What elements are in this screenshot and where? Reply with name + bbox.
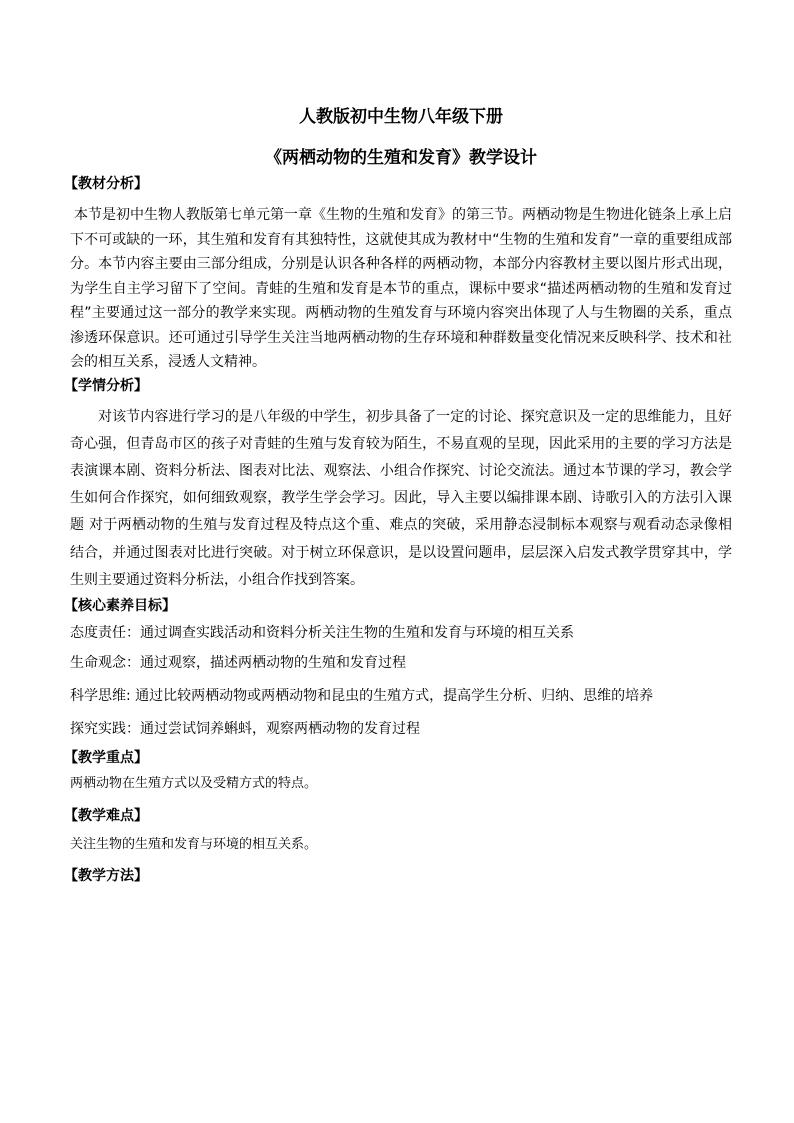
section-heading-key-points: 【教学重点】 xyxy=(64,749,148,766)
section-heading-methods: 【教学方法】 xyxy=(64,867,148,884)
section-heading-student-analysis: 【学情分析】 xyxy=(64,377,148,394)
section-heading-textbook-analysis: 【教材分析】 xyxy=(64,176,148,192)
section-heading-core-goals: 【核心素养目标】 xyxy=(64,597,176,614)
textbook-analysis-paragraph: 本节是初中生物人教版第七单元第一章《生物的生殖和发育》的第三节。两栖动物是生物进化链条上承上启下不可或缺的一环，其生殖和发育有其独特性，这就使其成为教材中“生物的生殖和发育”一章的重要组成部分。本节内容主要由三部分组成，分别是认识各种各样的两栖动物，本部分内容教材主要以图片形式出现，为学生自主学习留下了空间。青蛙的生殖和发育是本节的重点，课标中要求“描述两栖动物的生殖和发育过程”主要通过这一部分的教学来实现。两栖动物的生殖发育与环境内容突出体现了人与生物圈的关系，重点渗透环保意识。还可通过引导学生关注当地两栖动物的生存环境和种群数量变化情况来反映科学、技术和社会的相互关系，浸透人文精神。 xyxy=(70,207,732,370)
core-goal-life-concept: 生命观念：通过观察，描述两栖动物的生殖和发育过程 xyxy=(70,654,406,671)
document-title: 人教版初中生物八年级下册 xyxy=(299,107,503,127)
key-points-text: 两栖动物在生殖方式以及受精方式的特点。 xyxy=(70,775,318,791)
document-subtitle: 《两栖动物的生殖和发育》教学设计 xyxy=(265,148,537,168)
core-goal-inquiry-practice: 探究实践：通过尝试饲养蝌蚪，观察两栖动物的发育过程 xyxy=(70,720,420,737)
student-analysis-paragraph: 对该节内容进行学习的是八年级的中学生，初步具备了一定的讨论、探究意识及一定的思维能力，且好奇心强，但青岛市区的孩子对青蛙的生殖与发育较为陌生，不易直观的呈现，因此采用的主要的学习方法是 表演课本剧、资料分析法、图表对比法、观察法、小组合作探究、讨论交流法。通过本节课的学习，教会学生如何合作探究，如何细致观察，教学生学会学习。因此，导入主要以编排课本剧、诗歌引入的方法引入课题 对于两栖动物的生殖与发育过程及特点这个重、难点的突破，采用静态浸制标本观察与观看动态录像相结合，并通过图表对比进行突破。对于树立环保意识，是以设置问题串，层层深入启发式教学贯穿其中，学生则主要通过资料分析法，小组合作找到答案。 xyxy=(70,408,732,588)
difficult-points-text: 关注生物的生殖和发育与环境的相互关系。 xyxy=(70,836,318,852)
core-goal-scientific-thinking: 科学思维: 通过比较两栖动物或两栖动物和昆虫的生殖方式，提高学生分析、归纳、思维的培养 xyxy=(70,687,654,704)
core-goal-attitude: 态度责任：通过调查实践活动和资料分析关注生物的生殖和发育与环境的相互关系 xyxy=(70,624,574,641)
section-heading-difficult-points: 【教学难点】 xyxy=(64,807,148,824)
